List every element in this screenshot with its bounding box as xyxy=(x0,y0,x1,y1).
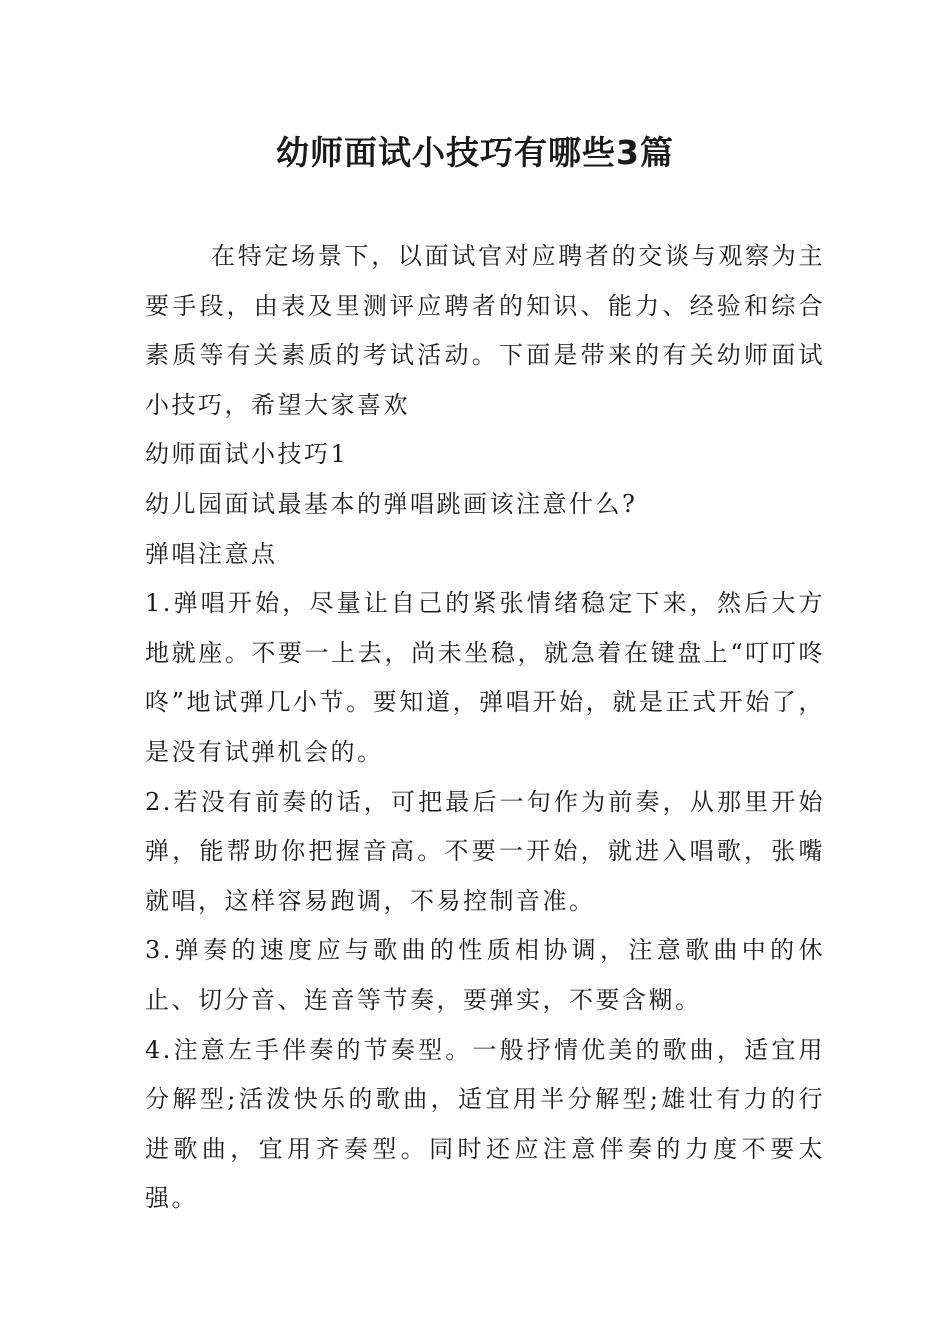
document-title: 幼师面试小技巧有哪些3篇 xyxy=(276,133,674,172)
list-item: 4.注意左手伴奏的节奏型。一般抒情优美的歌曲，适宜用分解型;活泼快乐的歌曲，适宜用半分解型;雄壮有力的行进歌曲，宜用齐奏型。同时还应注意伴奏的力度不要太强。 xyxy=(145,1035,825,1213)
list-item: 1.弹唱开始，尽量让自己的紧张情绪稳定下来，然后大方地就座。不要一上去，尚未坐稳，就急着在键盘上“叮叮咚咚”地试弹几小节。要知道，弹唱开始，就是正式开始了，是没有试弹机会的。 xyxy=(145,589,825,766)
subheading: 弹唱注意点 xyxy=(145,539,278,568)
document-body xyxy=(145,232,825,1224)
intro-paragraph: 在特定场景下，以面试官对应聘者的交谈与观察为主要手段，由表及里测评应聘者的知识、能力、经验和综合素质等有关素质的考试活动。下面是带来的有关幼师面试小技巧，希望大家喜欢 xyxy=(145,242,825,419)
list-item: 2.若没有前奏的话，可把最后一句作为前奏，从那里开始弹，能帮助你把握音高。不要一开始，就进入唱歌，张嘴就唱，这样容易跑调，不易控制音准。 xyxy=(145,787,825,915)
list-item: 3.弹奏的速度应与歌曲的性质相协调，注意歌曲中的休止、切分音、连音等节奏，要弹实，不要含糊。 xyxy=(145,936,825,1014)
section-heading: 幼师面试小技巧1 xyxy=(145,440,349,469)
question-line: 幼儿园面试最基本的弹唱跳画该注意什么? xyxy=(145,489,638,518)
